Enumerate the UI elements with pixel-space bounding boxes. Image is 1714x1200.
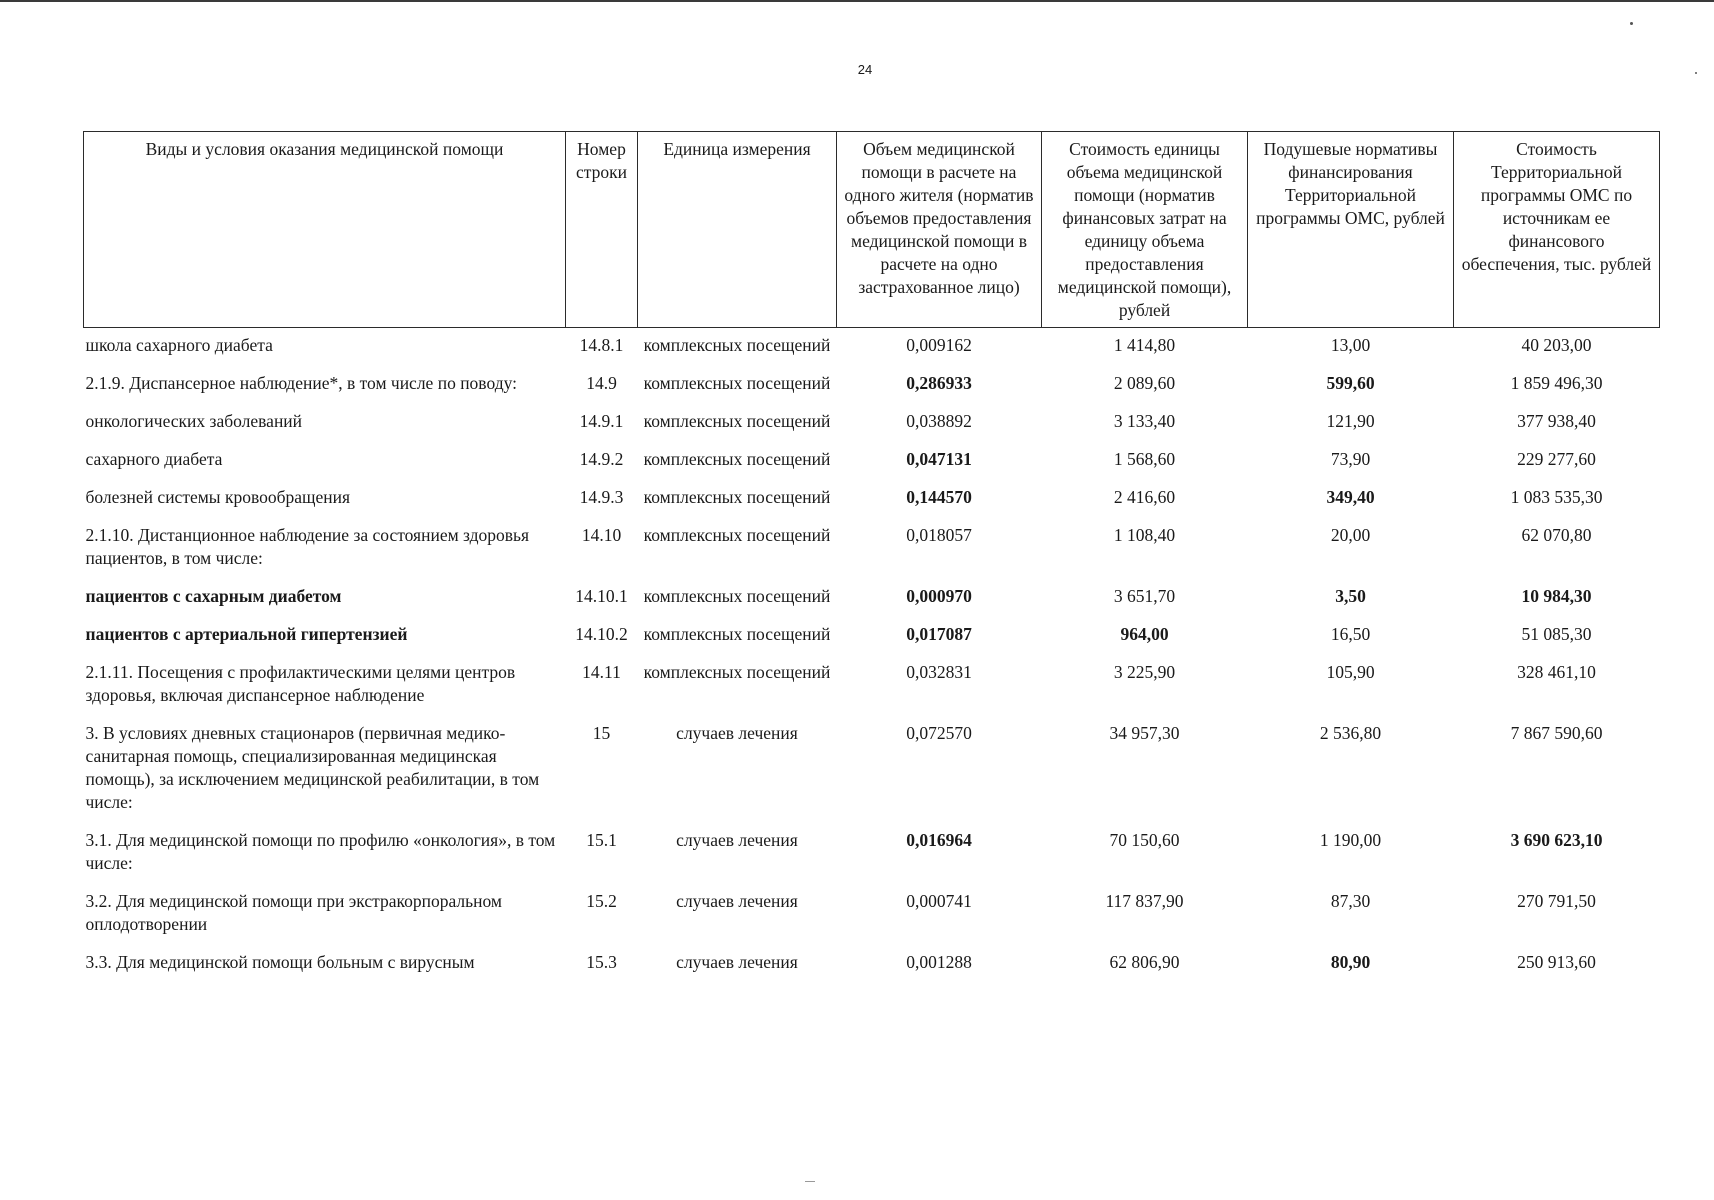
- header-row-number: Номер строки: [566, 132, 638, 328]
- row-unit: случаев лечения: [676, 952, 798, 972]
- row-total-cost: 7 867 590,60: [1510, 723, 1603, 743]
- row-total-cost: 62 070,80: [1521, 525, 1592, 545]
- medical-care-table: [83, 131, 1660, 983]
- row-number: 14.10.1: [575, 586, 628, 606]
- row-number: 14.11: [582, 662, 621, 682]
- table-row: [84, 518, 1660, 579]
- row-volume: 0,000970: [906, 586, 972, 606]
- scan-mark: [805, 1181, 815, 1182]
- row-per-capita: 80,90: [1330, 952, 1371, 972]
- row-unit-cost: 34 957,30: [1109, 723, 1180, 743]
- row-per-capita: 13,00: [1330, 335, 1371, 355]
- row-number: 14.9: [586, 373, 617, 393]
- row-total-cost: 377 938,40: [1517, 411, 1596, 431]
- row-total-cost: 51 085,30: [1521, 624, 1592, 644]
- row-per-capita: 73,90: [1330, 449, 1371, 469]
- row-care-type: школа сахарного диабета: [85, 335, 273, 355]
- table-row: [84, 328, 1660, 367]
- row-number: 14.9.2: [579, 449, 624, 469]
- row-volume: 0,016964: [906, 830, 972, 850]
- row-volume: 0,286933: [906, 373, 972, 393]
- row-unit-cost: 62 806,90: [1109, 952, 1180, 972]
- row-volume: 0,000741: [906, 891, 972, 911]
- row-per-capita: 16,50: [1330, 624, 1371, 644]
- scan-speck: [1695, 72, 1697, 74]
- row-per-capita: 121,90: [1326, 411, 1375, 431]
- row-number: 14.10: [581, 525, 622, 545]
- table-row: [84, 442, 1660, 480]
- row-unit: случаев лечения: [676, 723, 798, 743]
- row-total-cost: 229 277,60: [1517, 449, 1596, 469]
- row-volume: 0,038892: [906, 411, 972, 431]
- row-unit-cost: 3 133,40: [1113, 411, 1176, 431]
- row-total-cost: 250 913,60: [1517, 952, 1596, 972]
- row-volume: 0,072570: [906, 723, 972, 743]
- table-row: [84, 884, 1660, 945]
- row-unit: комплексных посещений: [643, 525, 831, 545]
- row-per-capita: 105,90: [1326, 662, 1375, 682]
- top-border-line: [0, 0, 1714, 2]
- table-row: [84, 655, 1660, 716]
- row-care-type: 3.1. Для медицинской помощи по профилю «онкология», в том числе:: [85, 830, 556, 873]
- row-per-capita: 2 536,80: [1319, 723, 1382, 743]
- row-unit: комплексных посещений: [643, 487, 831, 507]
- row-volume: 0,001288: [906, 952, 972, 972]
- row-number: 15.3: [586, 952, 617, 972]
- row-volume: 0,018057: [906, 525, 972, 545]
- row-number: 15: [592, 723, 611, 743]
- row-total-cost: 328 461,10: [1517, 662, 1596, 682]
- row-unit: комплексных посещений: [643, 373, 831, 393]
- row-care-type: онкологических заболеваний: [85, 411, 303, 431]
- table-row: [84, 480, 1660, 518]
- row-care-type: 3.3. Для медицинской помощи больным с вирусным: [85, 952, 475, 972]
- row-unit-cost: 117 837,90: [1105, 891, 1184, 911]
- row-unit: комплексных посещений: [643, 586, 831, 606]
- row-total-cost: 3 690 623,10: [1510, 830, 1603, 850]
- table-row: [84, 366, 1660, 404]
- row-unit-cost: 2 416,60: [1113, 487, 1176, 507]
- row-unit: комплексных посещений: [643, 411, 831, 431]
- row-unit: комплексных посещений: [643, 662, 831, 682]
- row-total-cost: 1 859 496,30: [1510, 373, 1603, 393]
- row-per-capita: 87,30: [1330, 891, 1371, 911]
- row-care-type: 2.1.11. Посещения с профилактическими целями центров здоровья, включая диспансерное наблюдение: [85, 662, 516, 705]
- row-volume: 0,032831: [906, 662, 972, 682]
- row-number: 15.1: [586, 830, 617, 850]
- row-unit-cost: 3 225,90: [1113, 662, 1176, 682]
- table-header-row: [84, 132, 1660, 328]
- row-number: 14.10.2: [575, 624, 628, 644]
- row-volume: 0,144570: [906, 487, 972, 507]
- header-total-cost: Стоимость Территориальной программы ОМС по источникам ее финансового обеспечения, тыс. рублей: [1454, 132, 1660, 328]
- row-number: 14.9.1: [579, 411, 624, 431]
- row-care-type: пациентов с артериальной гипертензией: [85, 624, 408, 644]
- header-care-type: Виды и условия оказания медицинской помощи: [84, 132, 566, 328]
- row-unit-cost: 1 568,60: [1113, 449, 1176, 469]
- row-total-cost: 1 083 535,30: [1510, 487, 1603, 507]
- table-row: [84, 823, 1660, 884]
- row-unit-cost: 1 108,40: [1113, 525, 1176, 545]
- row-unit: комплексных посещений: [643, 335, 831, 355]
- row-unit-cost: 2 089,60: [1113, 373, 1176, 393]
- row-total-cost: 270 791,50: [1517, 891, 1596, 911]
- table-row: [84, 617, 1660, 655]
- row-unit: комплексных посещений: [643, 449, 831, 469]
- row-per-capita: 20,00: [1330, 525, 1371, 545]
- table-row: [84, 404, 1660, 442]
- row-volume: 0,047131: [906, 449, 972, 469]
- row-care-type: 2.1.10. Дистанционное наблюдение за состоянием здоровья пациентов, в том числе:: [85, 525, 530, 568]
- header-unit: Единица измерения: [638, 132, 837, 328]
- row-number: 14.8.1: [579, 335, 624, 355]
- row-number: 14.9.3: [579, 487, 624, 507]
- page-number: 24: [857, 62, 873, 77]
- table-row: [84, 579, 1660, 617]
- row-unit: случаев лечения: [676, 891, 798, 911]
- row-volume: 0,009162: [906, 335, 972, 355]
- row-care-type: 3. В условиях дневных стационаров (первичная медико-санитарная помощь, специализированная медицинская помощь), за исключением медицинской реабилитации, в том числе:: [85, 723, 540, 812]
- row-unit-cost: 964,00: [1120, 624, 1169, 644]
- row-care-type: болезней системы кровообращения: [85, 487, 351, 507]
- row-per-capita: 599,60: [1326, 373, 1375, 393]
- scan-speck: [1630, 22, 1633, 25]
- row-care-type: сахарного диабета: [85, 449, 223, 469]
- header-unit-cost: Стоимость единицы объема медицинской помощи (норматив финансовых затрат на единицу объема предоставления медицинской помощи), рублей: [1042, 132, 1248, 328]
- header-per-capita: Подушевые нормативы финансирования Территориальной программы ОМС, рублей: [1248, 132, 1454, 328]
- row-unit: случаев лечения: [676, 830, 798, 850]
- table-row: [84, 716, 1660, 823]
- row-total-cost: 40 203,00: [1521, 335, 1592, 355]
- row-unit-cost: 70 150,60: [1109, 830, 1180, 850]
- row-unit: комплексных посещений: [643, 624, 831, 644]
- row-care-type: пациентов с сахарным диабетом: [85, 586, 342, 606]
- row-care-type: 3.2. Для медицинской помощи при экстракорпоральном оплодотворении: [85, 891, 502, 934]
- row-care-type: 2.1.9. Диспансерное наблюдение*, в том числе по поводу:: [85, 373, 517, 393]
- header-volume: Объем медицинской помощи в расчете на одного жителя (норматив объемов предоставления медицинской помощи в расчете на одно застрахованное лицо): [837, 132, 1042, 328]
- row-unit-cost: 1 414,80: [1113, 335, 1176, 355]
- row-unit-cost: 3 651,70: [1113, 586, 1176, 606]
- row-total-cost: 10 984,30: [1521, 586, 1592, 606]
- row-volume: 0,017087: [906, 624, 972, 644]
- row-per-capita: 1 190,00: [1319, 830, 1382, 850]
- row-per-capita: 349,40: [1326, 487, 1375, 507]
- table-row: [84, 945, 1660, 983]
- row-per-capita: 3,50: [1335, 586, 1366, 606]
- row-number: 15.2: [586, 891, 617, 911]
